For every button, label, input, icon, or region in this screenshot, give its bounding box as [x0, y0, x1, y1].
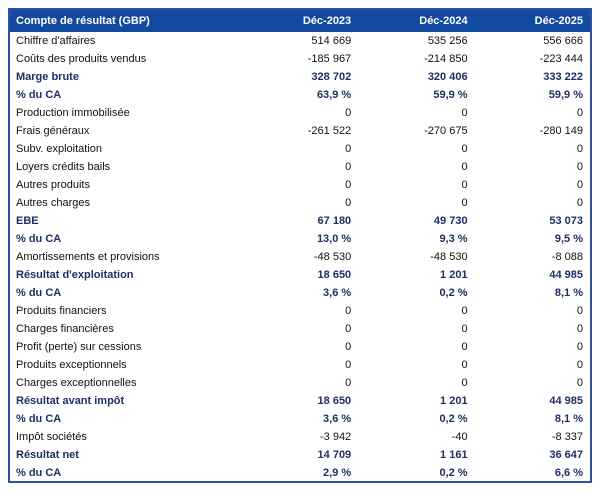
- column-header-dec-2023: Déc-2023: [242, 9, 358, 32]
- table-row: [9, 428, 591, 446]
- row-label: Résultat net: [16, 449, 79, 461]
- row-label: Profit (perte) sur cessions: [16, 341, 142, 353]
- row-value: 9,5 %: [554, 233, 583, 245]
- table-row: [9, 446, 591, 464]
- row-value: 0: [461, 179, 468, 191]
- row-value: 0: [345, 305, 352, 317]
- row-value: 0: [461, 143, 468, 155]
- table-row: [9, 464, 591, 482]
- row-value: -3 942: [319, 431, 352, 443]
- row-label: EBE: [16, 215, 39, 227]
- row-label: Produits exceptionnels: [16, 359, 127, 371]
- row-value: 63,9 %: [316, 89, 352, 101]
- row-label: Amortissements et provisions: [16, 251, 160, 263]
- row-label: % du CA: [16, 287, 62, 299]
- row-value: 0: [461, 359, 468, 371]
- row-value: 0: [576, 143, 583, 155]
- row-label: Résultat d'exploitation: [16, 269, 134, 281]
- table-body: [9, 32, 591, 482]
- row-label: Produits financiers: [16, 305, 107, 317]
- row-value: 0: [345, 179, 352, 191]
- row-label: Coûts des produits vendus: [16, 53, 147, 65]
- row-value: 0: [461, 377, 468, 389]
- row-value: 36 647: [549, 449, 583, 461]
- row-value: 67 180: [317, 215, 352, 227]
- row-label: Marge brute: [16, 71, 79, 83]
- row-value: 3,6 %: [323, 287, 352, 299]
- table-row: [9, 356, 591, 374]
- table-row: [9, 230, 591, 248]
- row-label: Production immobilisée: [16, 107, 130, 119]
- row-value: 320 406: [427, 71, 468, 83]
- row-value: 59,9 %: [433, 89, 468, 101]
- table-row: [9, 212, 591, 230]
- row-value: 0,2 %: [439, 413, 468, 425]
- row-value: 0,2 %: [439, 287, 468, 299]
- row-label: Chiffre d'affaires: [16, 35, 96, 47]
- row-value: 1 161: [440, 449, 468, 461]
- row-value: 18 650: [317, 269, 352, 281]
- table-row: [9, 104, 591, 122]
- row-value: -261 522: [307, 125, 352, 137]
- row-value: 18 650: [317, 395, 352, 407]
- table-row: [9, 158, 591, 176]
- row-label: Charges exceptionnelles: [16, 377, 137, 389]
- table-row: [9, 374, 591, 392]
- row-value: 2,9 %: [323, 466, 352, 479]
- row-value: 0: [576, 197, 583, 209]
- table-row: [9, 320, 591, 338]
- row-value: 0: [576, 179, 583, 191]
- row-value: 328 702: [311, 71, 352, 83]
- row-value: 0: [461, 323, 468, 335]
- row-value: -8 337: [551, 431, 583, 443]
- row-value: 514 669: [311, 35, 352, 47]
- table-row: [9, 302, 591, 320]
- row-value: -214 850: [424, 53, 468, 65]
- row-value: 0: [461, 197, 468, 209]
- row-value: 0: [345, 323, 352, 335]
- table-row: [9, 284, 591, 302]
- row-value: 53 073: [549, 215, 583, 227]
- row-value: 0: [461, 161, 468, 173]
- row-value: 1 201: [440, 395, 468, 407]
- row-label: Charges financières: [16, 323, 114, 335]
- row-value: 59,9 %: [548, 89, 583, 101]
- row-value: 49 730: [433, 215, 468, 227]
- row-value: 0: [345, 161, 352, 173]
- row-value: -185 967: [307, 53, 352, 65]
- row-value: -48 530: [313, 251, 352, 263]
- row-label: % du CA: [16, 89, 62, 101]
- row-value: 0: [576, 305, 583, 317]
- row-value: 6,6 %: [554, 466, 583, 479]
- table-row: [9, 248, 591, 266]
- row-value: 535 256: [427, 35, 468, 47]
- row-label: Subv. exploitation: [16, 143, 103, 155]
- row-value: 333 222: [543, 71, 583, 83]
- row-value: 0: [576, 161, 583, 173]
- row-value: -280 149: [539, 125, 583, 137]
- table-row: [9, 266, 591, 284]
- row-value: 3,6 %: [323, 413, 352, 425]
- table-row: [9, 68, 591, 86]
- table-row: [9, 122, 591, 140]
- row-value: 0: [345, 359, 352, 371]
- row-value: 0: [576, 107, 583, 119]
- row-value: 0: [345, 143, 352, 155]
- row-value: 13,0 %: [316, 233, 352, 245]
- row-label: Frais généraux: [16, 125, 90, 137]
- income-statement-table: [8, 8, 592, 483]
- row-value: 0: [345, 197, 352, 209]
- row-value: -270 675: [424, 125, 468, 137]
- row-value: -40: [451, 431, 468, 443]
- row-value: 0: [461, 341, 468, 353]
- table-row: [9, 338, 591, 356]
- row-value: 0: [576, 359, 583, 371]
- row-value: 0: [345, 377, 352, 389]
- column-header-dec-2024: Déc-2024: [358, 9, 474, 32]
- row-label: Résultat avant impôt: [16, 395, 125, 407]
- row-value: 9,3 %: [439, 233, 468, 245]
- row-value: -8 088: [551, 251, 583, 263]
- row-label: % du CA: [16, 466, 62, 479]
- row-label: Loyers crédits bails: [16, 161, 111, 173]
- table-row: [9, 392, 591, 410]
- row-value: 0: [576, 377, 583, 389]
- row-value: 0: [345, 341, 352, 353]
- column-header-dec-2025: Déc-2025: [475, 9, 591, 32]
- row-value: -223 444: [539, 53, 583, 65]
- row-value: 0: [576, 323, 583, 335]
- row-value: 556 666: [543, 35, 583, 47]
- table-title: Compte de résultat (GBP): [9, 9, 242, 32]
- row-value: 0: [345, 107, 352, 119]
- table-row: [9, 176, 591, 194]
- row-value: 8,1 %: [554, 413, 583, 425]
- row-value: 0: [461, 107, 468, 119]
- row-value: 0: [461, 305, 468, 317]
- table-row: [9, 50, 591, 68]
- row-label: Autres produits: [16, 179, 90, 191]
- row-value: 44 985: [549, 269, 583, 281]
- row-label: Autres charges: [16, 197, 90, 209]
- row-value: 0: [576, 341, 583, 353]
- table-row: [9, 194, 591, 212]
- row-value: 1 201: [440, 269, 468, 281]
- table-row: [9, 86, 591, 104]
- row-value: 8,1 %: [554, 287, 583, 299]
- row-label: % du CA: [16, 233, 62, 245]
- row-label: % du CA: [16, 413, 62, 425]
- table-row: [9, 32, 591, 50]
- table-row: [9, 140, 591, 158]
- row-label: Impôt sociétés: [16, 431, 87, 443]
- row-value: 0,2 %: [439, 466, 468, 479]
- table-row: [9, 410, 591, 428]
- row-value: 44 985: [549, 395, 583, 407]
- header-row: [9, 9, 591, 32]
- row-value: 14 709: [317, 449, 352, 461]
- row-value: -48 530: [430, 251, 468, 263]
